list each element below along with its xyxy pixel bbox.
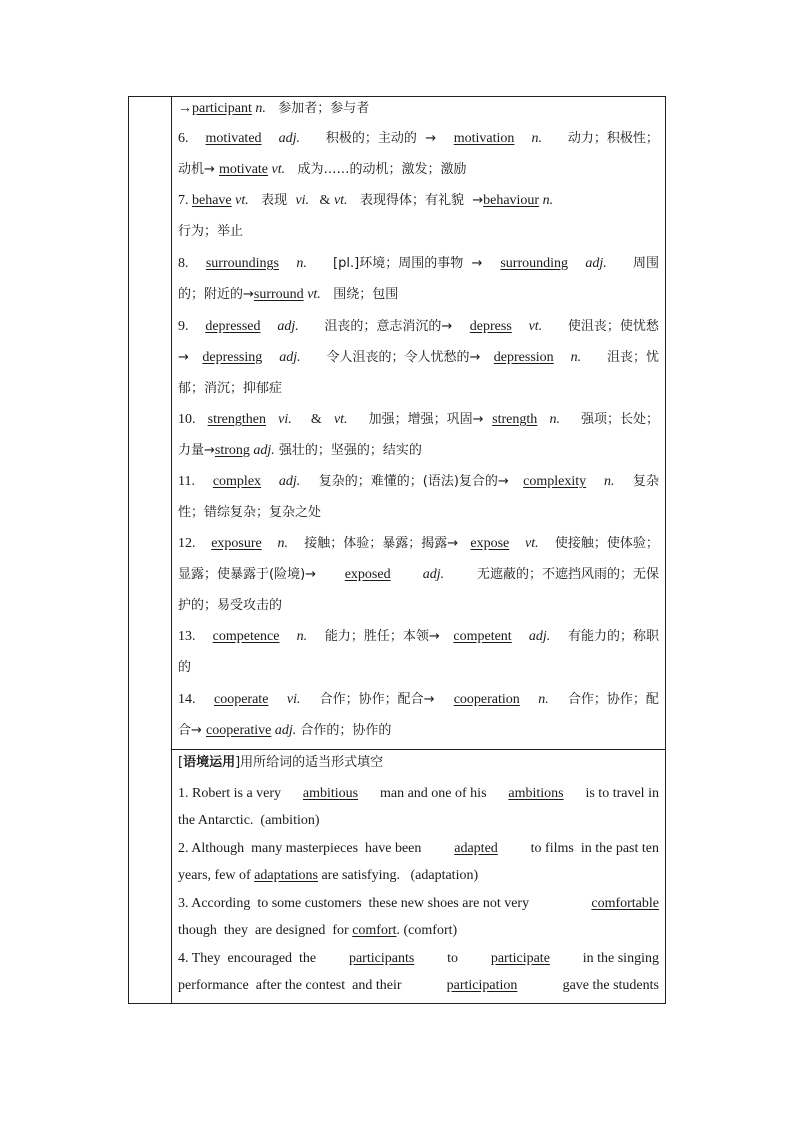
vocab-text: 11. [178,474,199,489]
vocab-text: adj. [419,567,445,582]
vocab-text: 参加者；参与者 [265,101,370,116]
vocab-text: 行为；举止 [178,224,244,239]
vocab-text: adj. [273,319,299,334]
exercise-text: performance after the contest and their [178,978,406,993]
exercise-text: 4. They encouraged the [178,951,320,966]
vocab-text: 沮丧的；意志消沉的→ [312,319,457,334]
vocab-text: vi. [295,193,310,208]
vocab-text: 接触；体验；暴露；揭露→ [300,536,459,551]
vocab-text: 12. [178,536,199,551]
vocab-text: n. [527,131,542,146]
answer-word: competent [453,629,512,644]
vocab-line [178,721,659,741]
answer-word: participant [192,101,252,116]
vocab-text: 使接触；使体验； [550,536,659,551]
vocab-text: 强壮的；坚强的；结实的 [274,443,422,458]
exercise-line [178,867,659,885]
vocab-text: 显露；使暴露于(险境)→ [178,567,317,582]
answer-word: surroundings [205,256,279,271]
vocab-text: 护的；易受攻击的 [178,598,283,613]
vocab-text: 复杂的；难懂的；(语法)复合的→ [314,474,509,489]
vocab-text: 动力；积极性； [555,131,659,146]
exercise-line [178,785,659,803]
exercise-line [178,895,659,913]
vocab-text: 性；错综复杂；复杂之处 [178,505,322,520]
vocab-text: 有能力的；称职 [563,629,659,644]
exercise-text: are satisfying. (adaptation) [317,868,479,883]
answer-word: participation [446,978,518,993]
answer-word: motivate [219,162,269,177]
answer-word: comfortable [591,896,659,911]
vocab-text: & [300,412,326,427]
exercise-text: gave the students [559,978,659,993]
vocab-text: 使沮丧；使忧愁 [555,319,659,334]
vocab-line [178,627,659,647]
vocab-text: n. [273,536,288,551]
context-exercise-cell [172,750,665,1003]
answer-word: expose [470,536,510,551]
exercise-line [178,950,659,968]
vocab-text: 周围 [620,256,659,271]
vocab-text: 6. [178,131,192,146]
vocab-text: 复杂 [628,474,659,489]
vocab-text: vi. [274,412,292,427]
answer-word: surrounding [500,256,568,271]
vocab-line [178,129,659,149]
vocab-text: n. [251,101,266,116]
exercise-text: in the singing [579,951,659,966]
section-heading [178,753,659,773]
vocab-text: vt. [231,193,249,208]
vocab-text: 能力；胜任；本领→ [320,629,440,644]
vocab-text: n. [600,474,615,489]
answer-word: exposure [211,536,262,551]
answer-word: depression [493,350,554,365]
heading-text: 语境运用 [183,755,236,770]
vocab-line [178,503,659,523]
vocab-text: 合作的；协作的 [296,723,392,738]
vocab-text: → [178,101,192,116]
vocab-text: 8. [178,256,192,271]
vocab-text: 力量→ [178,443,215,458]
vocab-line [178,565,659,585]
vocab-line [178,160,659,180]
vocab-text: n. [539,193,554,208]
vocab-text: 合作；协作；配合→ [315,692,439,707]
vocabulary-table [128,96,666,1004]
vocab-text: 14. [178,692,199,707]
vocab-text: 成为……的动机；激发；激励 [285,162,467,177]
vocab-text: vt. [521,536,539,551]
vocab-text: n. [567,350,582,365]
exercise-text: 2. Although many masterpieces have been [178,841,425,856]
vocab-text: vi. [283,692,301,707]
vocab-line [178,222,659,242]
exercise-text: to [443,951,462,966]
vocab-text: 7. [178,193,192,208]
vocab-text: 9. [178,319,192,334]
answer-word: behave [192,193,232,208]
vocab-line [178,317,659,337]
vocab-text: adj. [249,443,275,458]
vocab-text: 加强；增强；巩固→ [356,412,484,427]
answer-word: complexity [523,474,587,489]
answer-word: ambitious [302,786,359,801]
vocab-text: 强项；长处； [568,412,659,427]
vocab-line [178,348,659,368]
exercise-text: man and one of his [376,786,491,801]
answer-word: behaviour [483,193,540,208]
vocab-text: 沮丧；忧 [594,350,659,365]
vocab-line [178,99,659,119]
vocab-text: → [178,350,189,365]
exercise-text: though they are designed for [178,923,353,938]
exercise-text: years, few of [178,868,255,883]
vocab-text: 令人沮丧的；令人忧愁的→ [314,350,481,365]
exercise-text: to films in the past ten [527,841,659,856]
answer-word: adaptations [254,868,318,883]
exercise-text: is to travel in [581,786,659,801]
vocab-text: [pl.]环境；周围的事物 → [320,256,487,271]
heading-text: [ [178,755,184,770]
answer-word: strength [492,412,538,427]
answer-word: complex [212,474,262,489]
exercise-text: . (comfort) [396,923,458,938]
vocab-text: adj. [525,629,551,644]
vocab-line [178,472,659,492]
answer-word: motivated [205,131,262,146]
exercise-line [178,812,659,830]
answer-word: participants [348,951,415,966]
answer-word: motivation [453,131,515,146]
vocab-text: adj. [275,131,300,146]
answer-word: participate [490,951,550,966]
answer-word: cooperate [214,692,269,707]
vocab-text: vt. [303,287,321,302]
vocab-text: 合作；协作；配 [563,692,659,707]
vocab-line [178,658,659,678]
exercise-text: 1. Robert is a very [178,786,285,801]
exercise-text: the Antarctic. (ambition) [178,813,320,828]
answer-word: strengthen [207,412,266,427]
vocab-line [178,534,659,554]
vocab-text: 的 [178,660,192,675]
exercise-text: 3. According to some customers these new shoes are not very [178,896,533,911]
vocab-line [178,596,659,616]
answer-word: cooperative [206,723,272,738]
exercise-line [178,840,659,858]
vocab-text: 的；附近的→ [178,287,254,302]
heading-text: ]用所给词的适当形式填空 [235,755,384,770]
exercise-line [178,977,659,995]
vocab-text: 积极的；主动的 → [313,131,441,146]
vocab-text: 围绕；包围 [320,287,399,302]
vocab-text: n. [534,692,549,707]
answer-word: depress [469,319,512,334]
vocab-text: 动机→ [178,162,220,177]
table-left-column [129,97,172,1003]
vocab-text: 表现得体；有礼貌 → [347,193,484,208]
answer-word: depressed [205,319,261,334]
vocab-text: vt. [333,193,348,208]
vocab-text: 无遮蔽的；不遮挡风雨的；无保 [472,567,659,582]
vocab-line [178,285,659,305]
vocab-text: adj. [275,350,301,365]
vocab-text: adj. [271,723,297,738]
vocab-line [178,441,659,461]
word-family-cell [172,97,665,750]
exercise-line [178,922,659,940]
answer-word: strong [214,443,250,458]
vocab-text: 郁；消沉；抑郁症 [178,381,283,396]
vocab-line [178,379,659,399]
vocab-text: n. [293,629,308,644]
vocab-line [178,254,659,274]
vocab-text: n. [545,412,560,427]
vocab-line [178,191,659,211]
vocab-text: 表现 [248,193,296,208]
vocab-text: 10. [178,412,199,427]
vocab-text: 13. [178,629,199,644]
answer-word: cooperation [453,692,520,707]
answer-word: adapted [454,841,498,856]
vocab-text: adj. [275,474,301,489]
vocab-line [178,410,659,430]
answer-word: competence [212,629,280,644]
vocab-line [178,690,659,710]
answer-word: exposed [344,567,391,582]
answer-word: ambitions [508,786,564,801]
vocab-text: vt. [268,162,286,177]
answer-word: surround [253,287,304,302]
vocab-text: 合→ [178,723,207,738]
vocab-text: & [309,193,334,208]
answer-word: comfort [352,923,397,938]
vocab-text: n. [292,256,307,271]
vocab-text: vt. [333,412,348,427]
vocab-text: adj. [581,256,607,271]
answer-word: depressing [202,350,263,365]
vocab-text: vt. [525,319,543,334]
